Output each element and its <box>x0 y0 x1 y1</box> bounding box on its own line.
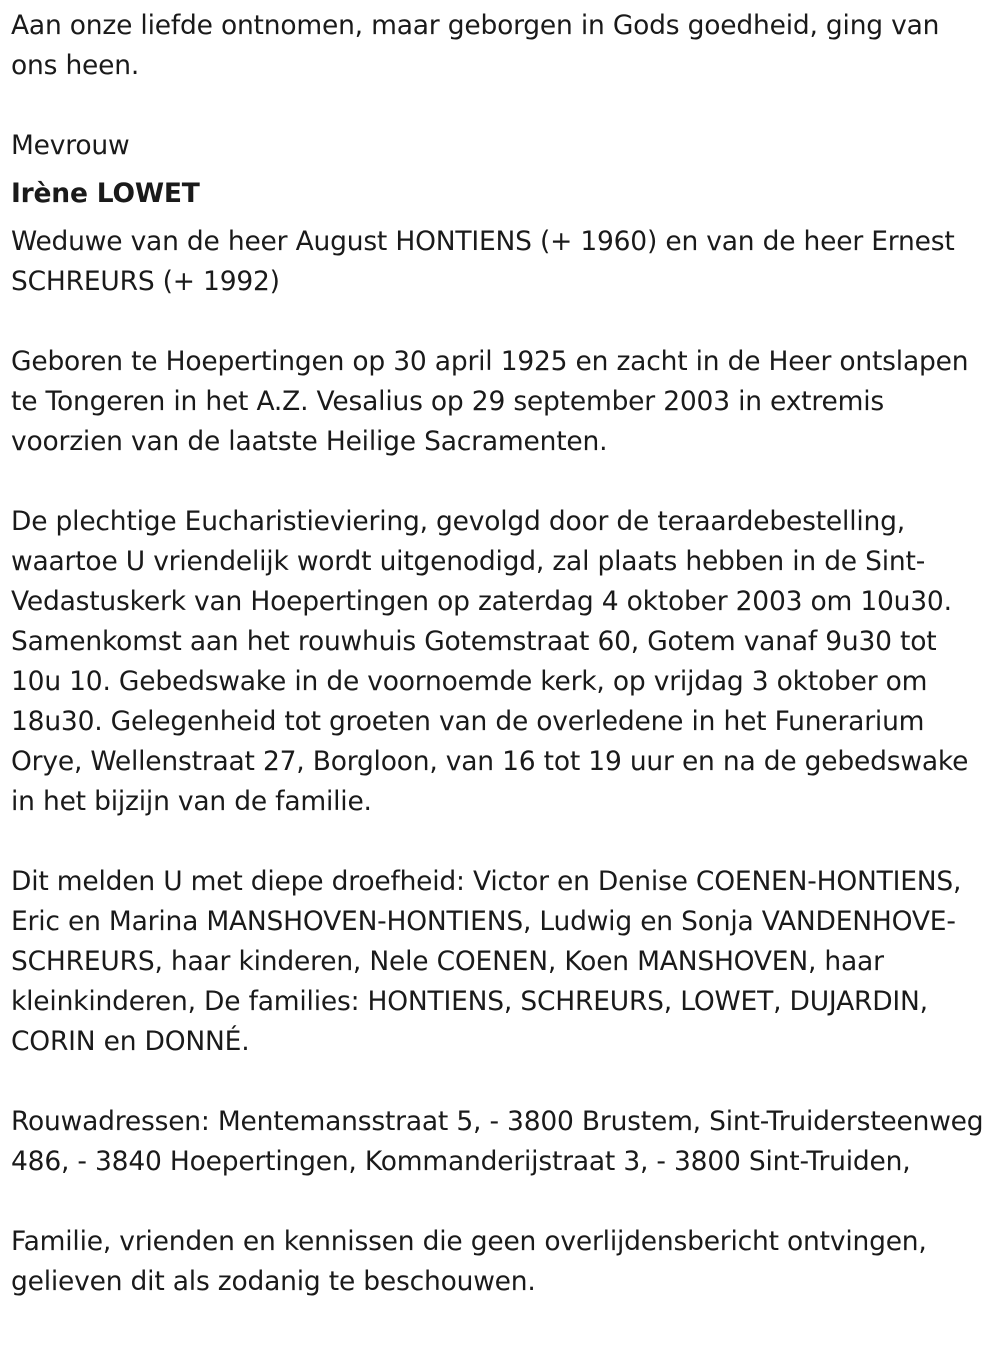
ceremony-paragraph: De plechtige Eucharistieviering, gevolgd door de teraardebestelling, waartoe U vriendelijk wordt uitgenodigd, zal plaats hebben in de Sint-Vedastuskerk van Hoepertingen op zaterdag 4 oktober 2003 om 10u30. Samenkomst aan het rouwhuis Gotemstraat 60, Gotem vanaf 9u30 tot 10u 10. Gebedswake in de voornoemde kerk, op vrijdag 3 oktober om 18u30. Gelegenheid tot groeten van de overledene in het Funerarium Orye, Wellenstraat 27, Borgloon, van 16 tot 19 uur en na de gebedswake in het bijzijn van de familie. <box>11 506 969 817</box>
addresses-paragraph: Rouwadressen: Mentemansstraat 5, - 3800 Brustem, Sint-Truidersteenweg 486, - 3840 Hoepertingen, Kommanderijstraat 3, - 3800 Sint-Truiden, <box>11 1106 984 1177</box>
family-paragraph: Dit melden U met diepe droefheid: Victor en Denise COENEN-HONTIENS, Eric en Marina MANSHOVEN-HONTIENS, Ludwig en Sonja VANDENHOVE-SCHREURS, haar kinderen, Nele COENEN, Koen MANSHOVEN, haar kleinkinderen, De families: HONTIENS, SCHREURS, LOWET, DUJARDIN, CORIN en DONNÉ. <box>11 866 962 1057</box>
intro-paragraph: Aan onze liefde ontnomen, maar geborgen in Gods goedheid, ging van ons heen. <box>11 10 940 81</box>
salutation: Mevrouw <box>11 130 130 161</box>
spacer <box>11 462 991 502</box>
obituary-document <box>11 6 991 1302</box>
widow-line: Weduwe van de heer August HONTIENS (+ 1960) en van de heer Ernest SCHREURS (+ 1992) <box>11 226 955 297</box>
birth-death-paragraph: Geboren te Hoepertingen op 30 april 1925 en zacht in de Heer ontslapen te Tongeren in het A.Z. Vesalius op 29 september 2003 in extremis voorzien van de laatste Heilige Sacramenten. <box>11 346 969 457</box>
deceased-name: Irène LOWET <box>11 178 200 209</box>
spacer <box>11 822 991 862</box>
closing-paragraph: Familie, vrienden en kennissen die geen overlijdensbericht ontvingen, gelieven dit als zodanig te beschouwen. <box>11 1226 927 1297</box>
spacer <box>11 1182 991 1222</box>
spacer <box>11 86 991 126</box>
spacer <box>11 1062 991 1102</box>
spacer <box>11 302 991 342</box>
